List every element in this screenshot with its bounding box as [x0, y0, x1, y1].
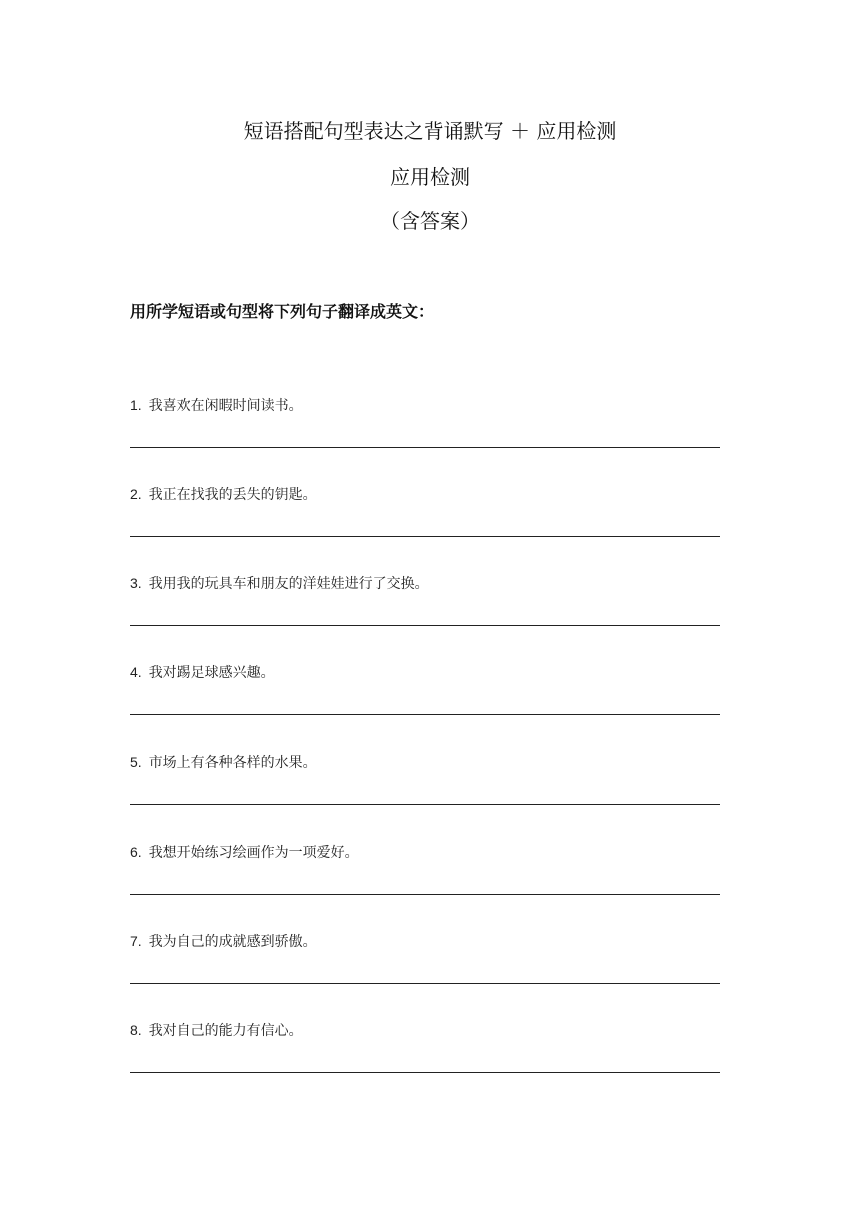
question-sentence: 市场上有各种各样的水果。	[148, 755, 317, 771]
question-text	[130, 1020, 303, 1041]
question-sentence: 我对踢足球感兴趣。	[148, 665, 275, 681]
question-item-2	[130, 484, 720, 544]
question-sentence: 我正在找我的丢失的钥匙。	[148, 487, 317, 503]
question-item-6	[130, 842, 720, 902]
question-item-8	[130, 1020, 720, 1080]
question-number: 4.	[130, 664, 142, 680]
question-text	[130, 573, 429, 594]
answer-blank-line[interactable]	[130, 625, 720, 626]
question-text	[130, 484, 317, 505]
answer-blank-line[interactable]	[130, 804, 720, 805]
question-text	[130, 931, 317, 952]
question-text	[130, 842, 359, 863]
subtitle: 应用检测	[390, 165, 470, 189]
question-number: 2.	[130, 486, 142, 502]
question-number: 3.	[130, 575, 142, 591]
question-number: 5.	[130, 754, 142, 770]
question-text	[130, 752, 317, 773]
question-item-5	[130, 752, 720, 812]
question-sentence: 我喜欢在闲暇时间读书。	[148, 398, 303, 414]
question-item-3	[130, 573, 720, 633]
question-number: 6.	[130, 844, 142, 860]
question-item-4	[130, 662, 720, 722]
main-title: 短语搭配句型表达之背诵默写 ＋ 应用检测	[243, 119, 617, 143]
question-sentence: 我想开始练习绘画作为一项爱好。	[148, 845, 359, 861]
question-item-7	[130, 931, 720, 991]
question-number: 1.	[130, 397, 142, 413]
answer-blank-line[interactable]	[130, 983, 720, 984]
question-item-1	[130, 395, 720, 455]
answer-blank-line[interactable]	[130, 714, 720, 715]
question-number: 7.	[130, 933, 142, 949]
answer-note: （含答案）	[380, 209, 480, 233]
answer-blank-line[interactable]	[130, 447, 720, 448]
answer-blank-line[interactable]	[130, 536, 720, 537]
instruction-heading: 用所学短语或句型将下列句子翻译成英文：	[130, 302, 435, 321]
answer-blank-line[interactable]	[130, 1072, 720, 1073]
question-number: 8.	[130, 1022, 142, 1038]
question-text	[130, 662, 275, 683]
answer-blank-line[interactable]	[130, 894, 720, 895]
question-text	[130, 395, 303, 416]
question-sentence: 我用我的玩具车和朋友的洋娃娃进行了交换。	[148, 576, 429, 592]
question-sentence: 我为自己的成就感到骄傲。	[148, 934, 317, 950]
question-sentence: 我对自己的能力有信心。	[148, 1023, 303, 1039]
